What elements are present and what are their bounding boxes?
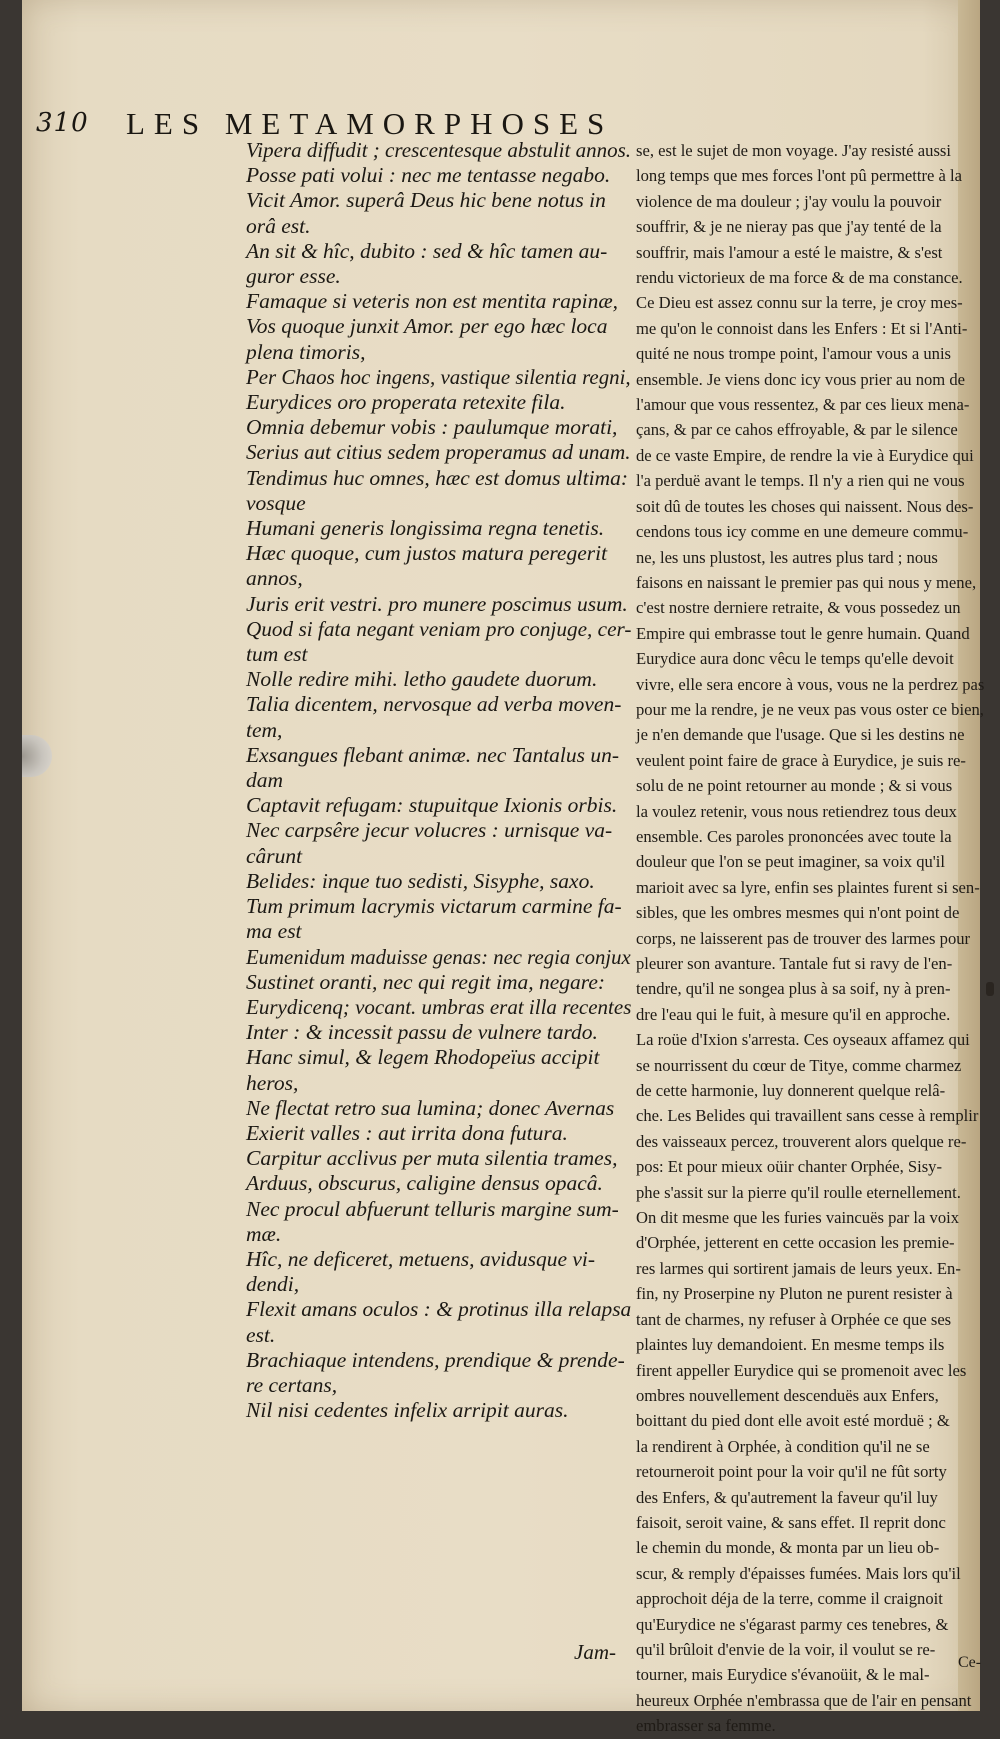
latin-verse-line: Humani generis longissima regna tenetis. bbox=[246, 516, 605, 541]
latin-verse-line: Omnia debemur vobis : paulumque morati, bbox=[246, 415, 618, 440]
french-prose-line: des Enfers, & qu'autrement la faveur qu'il luy bbox=[636, 1487, 938, 1507]
french-prose-line: Eurydice aura donc vêcu le temps qu'elle devoit bbox=[636, 649, 954, 669]
french-catchword: Ce- bbox=[958, 1654, 982, 1671]
latin-verse-line: Vos quoque junxit Amor. per ego hæc loca bbox=[246, 314, 608, 339]
french-prose-line: Empire qui embrasse tout le genre humain. Quand bbox=[636, 623, 970, 643]
french-prose-line: qu'il brûloit d'envie de la voir, il voulut se re- bbox=[636, 1639, 936, 1659]
latin-verse-line: Ne flectat retro sua lumina; donec Avernas bbox=[246, 1095, 615, 1120]
french-prose-line: se, est le sujet de mon voyage. J'ay resisté aussi bbox=[636, 141, 951, 160]
latin-verse-line: plena timoris, bbox=[246, 339, 366, 364]
french-prose-line: ensemble. Ces paroles prononcées avec toute la bbox=[636, 826, 952, 846]
latin-verse-line: Quod si fata negant veniam pro conjuge, cer- bbox=[246, 616, 632, 641]
french-prose-line: tourner, mais Eurydice s'évanoüit, & le mal- bbox=[636, 1665, 930, 1685]
binding-hole bbox=[22, 735, 52, 777]
french-prose-line: ombres nouvellement descenduës aux Enfers, bbox=[636, 1385, 939, 1405]
french-prose-line: On dit mesme que les furies vaincuës par la voix bbox=[636, 1208, 960, 1228]
french-prose-line: pour me la rendre, je ne veux pas vous oster ce bien, bbox=[636, 699, 984, 719]
latin-verse-line: Per Chaos hoc ingens, vastique silentia regni, bbox=[246, 364, 631, 389]
french-prose-line: le chemin du monde, & monta par un lieu ob- bbox=[636, 1538, 940, 1558]
latin-verse-line: mæ. bbox=[246, 1221, 282, 1246]
latin-verse-line: Belides: inque tuo sedisti, Sisyphe, saxo. bbox=[246, 868, 595, 893]
french-prose-line: faisons en naissant le premier pas qui nous y mene, bbox=[636, 572, 977, 592]
french-prose-line: c'est nostre derniere retraite, & vous possedez un bbox=[636, 598, 961, 618]
french-prose-line: retourneroit point pour la voir qu'il ne fût sorty bbox=[636, 1462, 947, 1482]
latin-verse-line: Flexit amans oculos : & protinus illa relapsa bbox=[246, 1297, 632, 1322]
latin-verse-line: Eumenidum maduisse genas: nec regia conjux bbox=[246, 944, 631, 969]
french-prose-line: long temps que mes forces l'ont pû permettre à la bbox=[636, 166, 963, 186]
latin-verse-line: annos, bbox=[246, 566, 303, 591]
french-prose-line: che. Les Belides qui travaillent sans cesse à remplir bbox=[636, 1106, 979, 1126]
latin-verse-line: Hanc simul, & legem Rhodopeïus accipit bbox=[246, 1045, 600, 1070]
french-prose-line: dre l'eau qui le fuit, à mesure qu'il en approche. bbox=[636, 1004, 951, 1024]
french-prose-line: des vaisseaux percez, trouverent alors quelque re- bbox=[636, 1131, 967, 1151]
french-prose-line: cendons tous icy comme en une demeure commu- bbox=[636, 522, 969, 542]
french-prose-line: de cette harmonie, luy donnerent quelque relâ- bbox=[636, 1081, 946, 1101]
latin-verse-line: Eurydices oro properata retexite fila. bbox=[246, 390, 566, 415]
latin-verse-line: Carpitur acclivus per muta silentia trames, bbox=[246, 1146, 618, 1171]
latin-verse-line: ma est bbox=[246, 919, 302, 944]
latin-verse-line: Nec procul abfuerunt telluris margine sum- bbox=[246, 1196, 619, 1221]
latin-verse-line: Eurydicenq; vocant. umbras erat illa recentes bbox=[246, 994, 632, 1019]
french-prose-line: marioit avec sa lyre, enfin ses plaintes furent si sen- bbox=[636, 877, 980, 897]
french-prose-column bbox=[636, 138, 998, 1739]
french-prose-line: pleurer son avanture. Tantale fut si ravy de l'en- bbox=[636, 954, 953, 973]
french-prose-line: tant de charmes, ny refuser à Orphée ce que ses bbox=[636, 1309, 952, 1329]
latin-verse-line: Nolle redire mihi. letho gaudete duorum. bbox=[246, 667, 598, 692]
latin-verse-line: dendi, bbox=[246, 1272, 300, 1297]
french-prose-line: Ce Dieu est assez connu sur la terre, je croy mes- bbox=[636, 293, 963, 313]
french-prose-line: embrasser sa femme. bbox=[636, 1716, 776, 1736]
latin-verse-column bbox=[246, 138, 636, 1423]
french-prose-line: solu de ne point retourner au monde ; & si vous bbox=[636, 776, 953, 796]
latin-verse-line: Famaque si veteris non est mentita rapinæ, bbox=[246, 289, 619, 314]
french-prose-line: approchoit déja de la terre, comme il craignoit bbox=[636, 1589, 943, 1609]
latin-verse-line: Serius aut citius sedem properamus ad unam. bbox=[246, 440, 631, 465]
french-prose-line: l'a perduë avant le temps. Il n'y a rien qui ne vous bbox=[636, 471, 965, 491]
latin-verse-line: Nec carpsêre jecur volucres : urnisque va- bbox=[246, 818, 613, 843]
french-prose-line: la rendirent à Orphée, à condition qu'il ne se bbox=[636, 1436, 930, 1456]
latin-verse-line: vosque bbox=[246, 490, 306, 515]
french-prose-line: quité ne nous trompe point, l'amour vous a unis bbox=[636, 344, 952, 364]
french-prose-line: l'amour que vous ressentez, & par ces lieux mena- bbox=[636, 395, 970, 415]
french-prose-line: de ce vaste Empire, de rendre la vie à Eurydice qui bbox=[636, 445, 974, 465]
french-prose-line: rendu victorieux de ma force & de ma constance. bbox=[636, 268, 963, 288]
latin-verse-line: Nil nisi cedentes infelix arripit auras. bbox=[246, 1398, 569, 1423]
french-prose-line: ensemble. Je viens donc icy vous prier au nom de bbox=[636, 369, 966, 389]
french-prose-line: phe s'assit sur la pierre qu'il roulle eternellement. bbox=[636, 1182, 961, 1202]
latin-verse-line: Brachiaque intendens, prendique & prende- bbox=[246, 1347, 625, 1372]
latin-verse-line: Tum primum lacrymis victarum carmine fa- bbox=[246, 894, 622, 919]
french-prose-line: çans, & par ce cahos effroyable, & par le silence bbox=[636, 420, 958, 440]
french-prose-line: res larmes qui sortirent jamais de leurs yeux. En- bbox=[636, 1258, 961, 1278]
running-title: LES METAMORPHOSES bbox=[126, 106, 614, 141]
french-prose-line: douleur que l'on se peut imaginer, sa voix qu'il bbox=[636, 852, 946, 872]
french-prose-line: tendre, qu'il ne songea plus à sa soif, ny à pren- bbox=[636, 979, 951, 999]
latin-verse-line: Sustinet oranti, nec qui regit ima, negare: bbox=[246, 969, 606, 994]
latin-verse-line: Hîc, ne deficeret, metuens, avidusque vi- bbox=[246, 1246, 596, 1271]
french-prose-line: souffrir, mais l'amour a esté le maistre, & s'est bbox=[636, 242, 943, 262]
latin-verse-line: Hæc quoque, cum justos matura peregerit bbox=[246, 541, 608, 566]
latin-verse-line: Exierit valles : aut irrita dona futura. bbox=[246, 1120, 568, 1145]
french-prose-line: scur, & remply d'épaisses fumées. Mais lors qu'il bbox=[636, 1563, 961, 1583]
latin-verse-line: Exsangues flebant animæ. nec Tantalus un- bbox=[246, 742, 620, 767]
page-number: 310 bbox=[36, 108, 89, 138]
latin-verse-line: heros, bbox=[246, 1070, 299, 1095]
latin-verse-line: Arduus, obscurus, caligine densus opacâ. bbox=[246, 1171, 603, 1196]
latin-verse-line: dam bbox=[246, 768, 284, 793]
latin-verse-line: orâ est. bbox=[246, 213, 311, 238]
french-prose-line: souffrir, & je ne nieray pas que j'ay tenté de la bbox=[636, 217, 942, 237]
french-prose-line: sibles, que les ombres mesmes qui n'ont point de bbox=[636, 903, 960, 923]
french-prose-line: la voulez retenir, vous nous retiendrez tous deux bbox=[636, 801, 957, 821]
latin-verse-line: Inter : & incessit passu de vulnere tardo. bbox=[246, 1020, 598, 1045]
latin-catchword: Jam- bbox=[574, 1640, 616, 1664]
french-prose-line: heureux Orphée n'embrassa que de l'air en pensant bbox=[636, 1690, 972, 1710]
latin-verse-line: tum est bbox=[246, 642, 308, 667]
latin-verse-line: Tendimus huc omnes, hæc est domus ultima: bbox=[246, 465, 629, 490]
latin-verse-line: Talia dicentem, nervosque ad verba moven- bbox=[246, 692, 622, 717]
latin-verse-line: Captavit refugam: stupuitque Ixionis orbis. bbox=[246, 793, 618, 818]
book-page bbox=[22, 0, 985, 1736]
french-prose-line: corps, ne laisserent pas de trouver des larmes pour bbox=[636, 928, 971, 948]
french-prose-line: se nourrissent du cœur de Titye, comme charmez bbox=[636, 1055, 962, 1075]
french-prose-line: pos: Et pour mieux oüir chanter Orphée, Sisy- bbox=[636, 1157, 942, 1177]
french-prose-line: vivre, elle sera encore à vous, vous ne la perdrez pas bbox=[636, 674, 985, 694]
french-prose-line: soit dû de toutes les choses qui naissent. Nous des- bbox=[636, 496, 974, 516]
latin-verse-line: est. bbox=[246, 1322, 276, 1347]
latin-verse-line: guror esse. bbox=[246, 264, 341, 289]
french-prose-line: me qu'on le connoist dans les Enfers : Et si l'Anti- bbox=[636, 318, 968, 338]
french-prose-line: qu'Eurydice ne s'égarast parmy ces tenebres, & bbox=[636, 1614, 949, 1634]
french-prose-line: ne, les uns plustost, les autres plus tard ; nous bbox=[636, 547, 938, 567]
french-prose-line: boittant du pied dont elle avoit esté morduë ; & bbox=[636, 1411, 950, 1431]
french-prose-line: plaintes luy demandoient. En mesme temps ils bbox=[636, 1335, 945, 1355]
latin-verse-line: Juris erit vestri. pro munere poscimus usum. bbox=[246, 591, 628, 616]
french-prose-line: d'Orphée, jetterent en cette occasion les premie- bbox=[636, 1233, 955, 1253]
french-prose-line: fin, ny Proserpine ny Pluton ne purent resister à bbox=[636, 1284, 953, 1304]
latin-verse-line: cârunt bbox=[246, 843, 303, 868]
french-prose-line: La roüe d'Ixion s'arresta. Ces oyseaux affamez qui bbox=[636, 1030, 970, 1050]
latin-verse-line: Posse pati volui : nec me tentasse negabo. bbox=[246, 163, 611, 188]
french-prose-line: faisoit, seroit vaine, & sans effet. Il reprit donc bbox=[636, 1512, 946, 1532]
french-prose-line: je n'en demande que l'usage. Que si les destins ne bbox=[636, 725, 965, 745]
latin-verse-line: Vicit Amor. superâ Deus hic bene notus in bbox=[246, 188, 606, 213]
french-prose-line: firent appeller Eurydice qui se promenoit avec les bbox=[636, 1360, 967, 1380]
french-prose-line: violence de ma douleur ; j'ay voulu la pouvoir bbox=[636, 191, 942, 211]
latin-verse-line: An sit & hîc, dubito : sed & hîc tamen au- bbox=[246, 238, 608, 263]
latin-verse-line: tem, bbox=[246, 717, 283, 742]
french-prose-line: veulent point faire de grace à Eurydice, je suis re- bbox=[636, 750, 966, 770]
latin-verse-line: re certans, bbox=[246, 1372, 338, 1397]
latin-verse-line: Vipera diffudit ; crescentesque abstulit annos. bbox=[246, 138, 632, 162]
